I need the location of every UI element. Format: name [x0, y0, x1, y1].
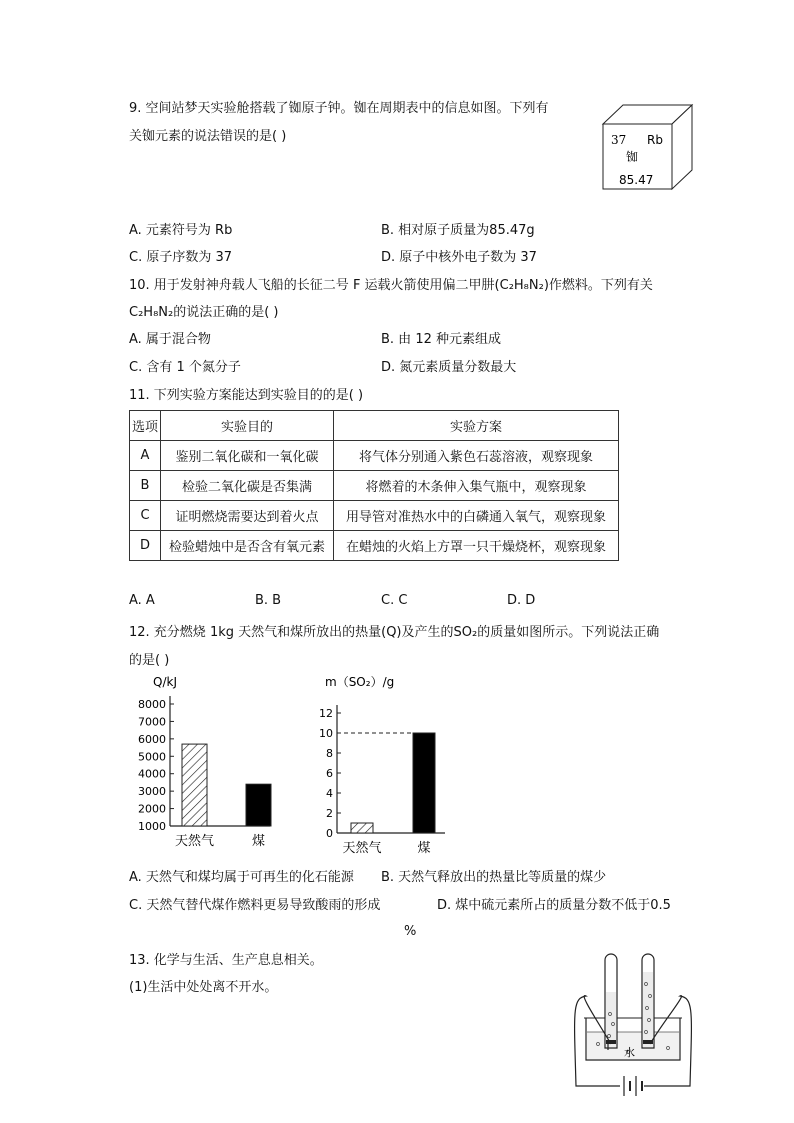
q9-stem-line1: 9. 空间站梦天实验舱搭载了铷原子钟。铷在周期表中的信息如图。下列有: [129, 101, 549, 116]
heat-bar-chart: [125, 672, 285, 860]
row-plan: 在蜡烛的火焰上方罩一只干燥烧杯，观察现象: [334, 531, 619, 561]
atomic-number: 37: [611, 133, 627, 147]
header-option: 选项: [130, 411, 161, 441]
x-category-label: 天然气: [342, 841, 382, 856]
header-plan: 实验方案: [334, 411, 619, 441]
y-tick-label: 6000: [138, 732, 166, 746]
row-plan: 用导管对准热水中的白磷通入氧气，观察现象: [334, 501, 619, 531]
y-tick-label: 8: [326, 747, 333, 760]
q9-option-c: C. 原子序数为 37: [129, 250, 233, 265]
y-tick-label: 12: [319, 707, 333, 720]
y-axis-label: Q/kJ: [153, 675, 177, 689]
q12-option-c: C. 天然气替代煤作燃料更易导致酸雨的形成: [129, 898, 381, 913]
row-option: D: [130, 531, 161, 561]
q11-option-d: D. D: [507, 593, 536, 608]
q10-option-c: C. 含有 1 个氮分子: [129, 360, 241, 375]
q10-option-d: D. 氮元素质量分数最大: [381, 360, 517, 375]
row-option: A: [130, 441, 161, 471]
row-plan: 将气体分别通入紫色石蕊溶液，观察现象: [334, 441, 619, 471]
element-symbol: Rb: [647, 133, 663, 147]
q13-sub1: (1)生活中处处离不开水。: [129, 980, 278, 995]
y-tick-label: 7000: [138, 715, 166, 729]
q10-option-a: A. 属于混合物: [129, 332, 211, 347]
q12-option-d-tail: %: [404, 924, 417, 939]
q9-option-a: A. 元素符号为 Rb: [129, 223, 233, 238]
y-axis-label: m（SO₂）/g: [325, 675, 395, 689]
row-option: B: [130, 471, 161, 501]
water-label: 水: [624, 1046, 635, 1059]
y-tick-label: 2: [326, 807, 333, 820]
q9-option-b: B. 相对原子质量为85.47g: [381, 223, 535, 238]
row-purpose: 证明燃烧需要达到着火点: [161, 501, 334, 531]
q11-option-c: C. C: [381, 593, 408, 608]
q10-option-b: B. 由 12 种元素组成: [381, 332, 501, 347]
y-tick-label: 5000: [138, 750, 166, 764]
q12-stem-line1: 12. 充分燃烧 1kg 天然气和煤所放出的热量(Q)及产生的SO₂的质量如图所示。下列说法正确: [129, 625, 660, 640]
row-option: C: [130, 501, 161, 531]
q10-stem-line2: C₂H₈N₂的说法正确的是( ): [129, 305, 279, 320]
bar-coal: [246, 784, 271, 826]
table-row: [130, 441, 619, 471]
y-tick-label: 6: [326, 767, 333, 780]
bar-natural-gas: [351, 823, 373, 833]
x-category-label: 煤: [417, 841, 431, 856]
q13-stem: 13. 化学与生活、生产息息相关。: [129, 953, 323, 968]
periodic-element-card: [600, 102, 696, 194]
x-category-label: 煤: [251, 834, 266, 849]
q12-stem-line2: 的是( ): [129, 653, 170, 668]
x-category-label: 天然气: [174, 834, 215, 849]
y-tick-label: 2000: [138, 802, 166, 816]
q12-option-b: B. 天然气释放出的热量比等质量的煤少: [381, 870, 607, 885]
y-tick-label: 8000: [138, 698, 166, 711]
y-tick-label: 1000: [138, 820, 166, 833]
header-purpose: 实验目的: [161, 411, 334, 441]
bar-coal: [413, 733, 435, 833]
y-tick-label: 10: [319, 727, 333, 740]
y-tick-label: 4000: [138, 767, 166, 781]
atomic-mass: 85.47: [619, 173, 654, 187]
q11-stem: 11. 下列实验方案能达到实验目的的是( ): [129, 388, 364, 403]
q12-option-d: D. 煤中硫元素所占的质量分数不低于0.5: [437, 898, 671, 913]
table-row: [130, 471, 619, 501]
q11-option-b: B. B: [255, 593, 282, 608]
row-purpose: 检验蜡烛中是否含有氧元素: [161, 531, 334, 561]
row-purpose: 鉴别二氧化碳和一氧化碳: [161, 441, 334, 471]
element-name: 铷: [626, 150, 639, 164]
experiment-plan-table: [129, 410, 619, 561]
q12-option-a: A. 天然气和煤均属于可再生的化石能源: [129, 870, 354, 885]
q10-stem-line1: 10. 用于发射神舟载人飞船的长征二号 F 运载火箭使用偏二甲肼(C₂H₈N₂)作燃料。下列有关: [129, 278, 653, 293]
table-row: [130, 501, 619, 531]
bar-natural-gas: [182, 744, 207, 826]
y-tick-label: 0: [326, 827, 333, 840]
row-purpose: 检验二氧化碳是否集满: [161, 471, 334, 501]
row-plan: 将燃着的木条伸入集气瓶中，观察现象: [334, 471, 619, 501]
q11-option-a: A. A: [129, 593, 155, 608]
electrolysis-apparatus: [568, 952, 698, 1112]
q9-stem-line2: 关铷元素的说法错误的是( ): [129, 129, 287, 144]
y-tick-label: 3000: [138, 785, 166, 799]
table-header-row: [130, 411, 619, 441]
table-row: [130, 531, 619, 561]
so2-bar-chart: [305, 672, 455, 860]
q9-option-d: D. 原子中核外电子数为 37: [381, 250, 537, 265]
y-tick-label: 4: [326, 787, 333, 800]
